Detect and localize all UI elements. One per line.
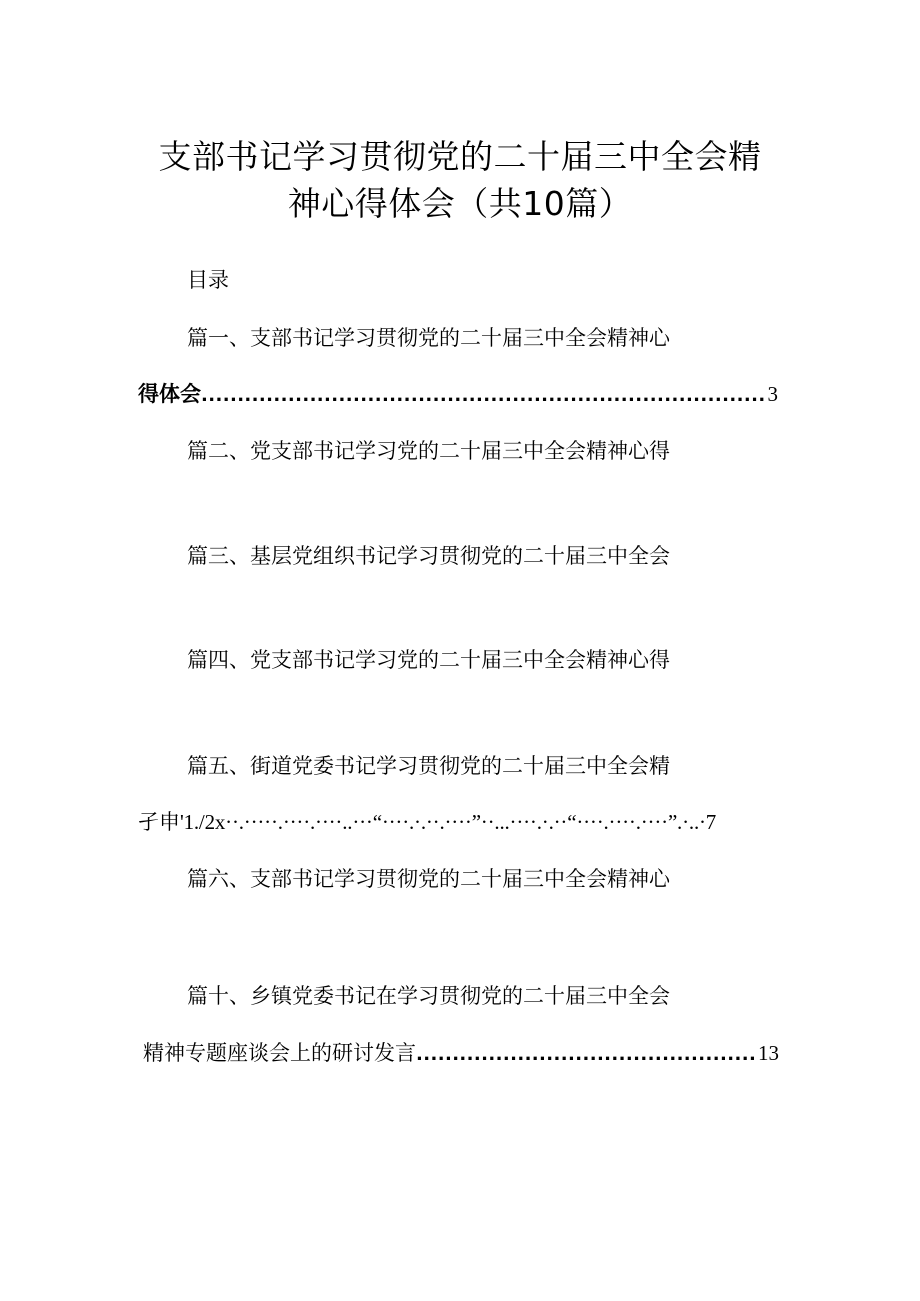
toc-entry-2[interactable]: 篇二、党支部书记学习党的二十届三中全会精神心得 [187, 439, 670, 463]
title-line-2: 神心得体会（共10篇） [287, 184, 633, 223]
toc-entry-5-garbled-prefix: 孑申 [138, 810, 180, 834]
toc-entry-5-garbled-leader: '1./2x··.·····.····.····..···“····.·.··.····”··...····.·.··“····.····.····”.·..·7 [180, 810, 717, 834]
title-line-1: 支部书记学习贯彻党的二十届三中全会精 [158, 137, 762, 176]
toc-entry-1-page-number: 3 [767, 382, 778, 406]
toc-entry-4[interactable]: 篇四、党支部书记学习党的二十届三中全会精神心得 [187, 648, 670, 672]
toc-entry-5-line-1[interactable]: 篇五、街道党委书记学习贯彻党的二十届三中全会精 [187, 754, 670, 778]
toc-entry-6[interactable]: 篇六、支部书记学习贯彻党的二十届三中全会精神心 [187, 867, 670, 891]
toc-entry-10-continuation: 精神专题座谈会上的研讨发言 [143, 1041, 416, 1065]
toc-entry-1-line-2[interactable] [138, 380, 778, 410]
toc-entry-10-line-1[interactable]: 篇十、乡镇党委书记在学习贯彻党的二十届三中全会 [187, 984, 670, 1008]
toc-entry-10-line-2[interactable] [143, 1039, 779, 1069]
dot-leader [201, 382, 766, 410]
toc-heading: 目录 [187, 268, 229, 292]
toc-entry-1-continuation: 得体会 [138, 382, 201, 406]
toc-entry-5-line-2[interactable] [138, 808, 716, 836]
toc-entry-1-line-1[interactable]: 篇一、支部书记学习贯彻党的二十届三中全会精神心 [187, 326, 670, 350]
toc-entry-10-page-number: 13 [758, 1041, 779, 1065]
toc-entry-3[interactable]: 篇三、基层党组织书记学习贯彻党的二十届三中全会 [187, 544, 670, 568]
dot-leader [416, 1041, 756, 1069]
